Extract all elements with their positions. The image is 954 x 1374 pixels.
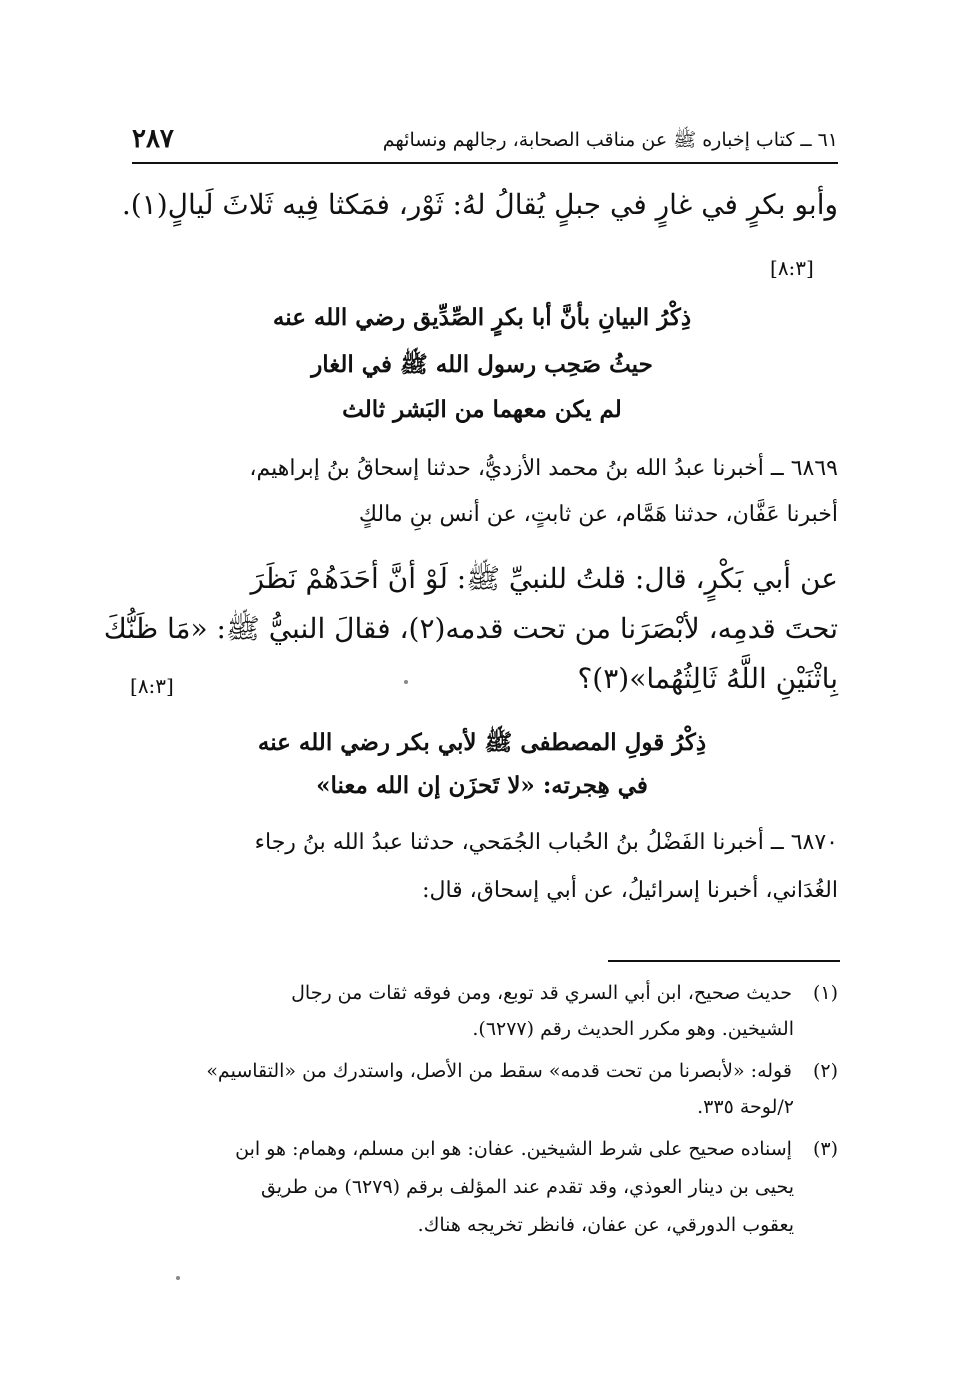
hadith-chain-line: ٦٨٧٠ ــ أخبرنا الفَضْلُ بنُ الحُباب الجُمَحي، حدثنا عبدُ الله بنُ رجاء [254, 830, 838, 855]
section-heading-line: ذِكْرُ قولِ المصطفى ﷺ لأبي بكر رضي الله عنه [257, 729, 707, 756]
footnote-1 [128, 982, 838, 1004]
footnote-separator [608, 960, 840, 962]
running-header [132, 126, 838, 164]
section-heading-line: حيثُ صَحِب رسول الله ﷺ في الغار [311, 351, 653, 378]
footnote-text: يحيى بن دينار العوذي، وقد تقدم عند المؤلف برقم (٦٢٧٩) من طريق [260, 1176, 794, 1198]
footnote-text: قوله: «لأبصرنا من تحت قدمه» سقط من الأصل، واستدرك من «التقاسيم» [206, 1060, 792, 1082]
footnote-text: حديث صحيح، ابن أبي السري قد توبع، ومن فوقه ثقات من رجال [291, 982, 792, 1004]
header-title: ٦١ ــ كتاب إخباره ﷺ عن مناقب الصحابة، رجالهم ونسائهم [382, 129, 838, 151]
hadith-text-line: عن أبي بَكْرٍ، قال: قلتُ للنبيِّ ﷺ: لَوْ أنَّ أحَدَهُمْ نَظَرَ [250, 562, 838, 595]
footnote-number: (٢) [812, 1060, 838, 1082]
footnote-3 [128, 1138, 838, 1160]
hadith-chain-line: ٦٨٦٩ ــ أخبرنا عبدُ الله بنُ محمد الأزديُّ، حدثنا إسحاقُ بنُ إبراهيم، [249, 456, 838, 481]
section-heading-line: لم يكن معهما من البَشر ثالث [342, 396, 622, 423]
footnote-number: (٣) [812, 1138, 838, 1160]
footnote-text: الشيخين. وهو مكرر الحديث رقم (٦٢٧٧). [472, 1018, 794, 1040]
scan-speck [404, 680, 408, 684]
footnote-number: (١) [812, 982, 838, 1004]
scan-speck [176, 1276, 180, 1280]
reference-tag: [٨:٣] [770, 256, 814, 280]
section-heading-line: ذِكْرُ البيانِ بأنَّ أبا بكرٍ الصِّدِّيق رضي الله عنه [272, 304, 692, 331]
footnote-text: ٢/لوحة ٣٣٥. [697, 1096, 794, 1118]
body-line: وأبو بكرٍ في غارٍ في جبلٍ يُقالُ لهُ: ثَوْر، فمَكثا فِيه ثَلاثَ لَيالٍ(١). [121, 188, 838, 221]
footnote-text: يعقوب الدورقي، عن عفان، فانظر تخريجه هناك. [417, 1214, 794, 1236]
hadith-text-line: بِاثْنَيْنِ اللَّهُ ثَالِثُهُما»(٣)؟ [577, 662, 838, 695]
page-number: ٢٨٧ [132, 124, 174, 154]
hadith-chain-line: الغُدَاني، أخبرنا إسرائيلُ، عن أبي إسحاق، قال: [422, 878, 838, 903]
footnote-text: إسناده صحيح على شرط الشيخين. عفان: هو ابن مسلم، وهمام: هو ابن [235, 1138, 792, 1160]
footnote-2 [128, 1060, 838, 1082]
section-heading-line: في هِجرته: «لا تَحزَن إن الله معنا» [316, 772, 648, 799]
reference-tag: [٨:٣] [130, 674, 174, 698]
hadith-chain-line: أخبرنا عَفَّان، حدثنا هَمَّام، عن ثابتٍ، عن أنس بنِ مالكٍ [358, 502, 838, 527]
hadith-text-line: تحتَ قدمِه، لأبْصَرَنا من تحت قدمه(٢)، فقالَ النبيُّ ﷺ: «مَا ظَنُّكَ [103, 612, 838, 645]
